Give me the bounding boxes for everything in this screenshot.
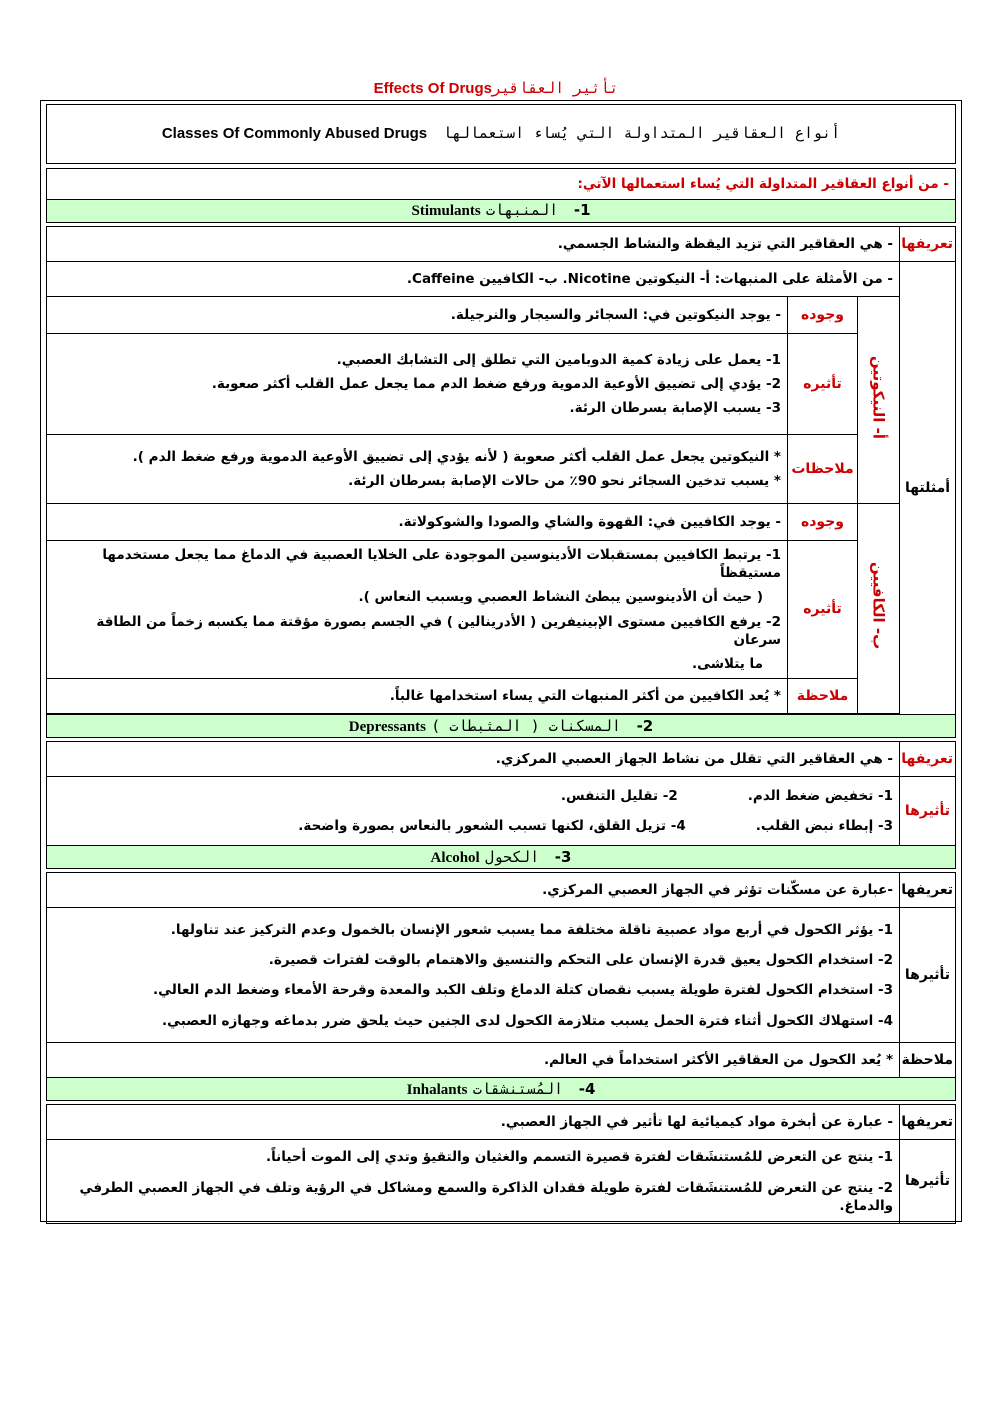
depressants-definition: - هي العقاقير التي تقلل من نشاط الجهاز العصبي المركزي. [47,742,900,777]
section-english: Inhalants [406,1081,468,1098]
effects-label: تأثيرها [900,908,956,1043]
list-item: 1- يرتبط الكافيين بمستقبلات الأدينوسين الموجودة على الخلايا العصبية في الدماغ مما يجعل مستخدمها مستيقظاً [102,547,781,582]
list-item: 3- إبطاء نبض القلب. [755,818,893,835]
definition-label: تعريفها [900,227,956,262]
list-item: 1- يعمل على زيادة كمية الدوبامين التي تطلق إلى التشابك العصبي. [336,351,781,368]
drugs-table [46,104,956,1224]
nicotine-notes [47,435,788,504]
list-item: 2- تقليل التنفس. [560,788,678,805]
section-english: Depressants [348,718,426,735]
list-item: * النيكوتين يجعل عمل القلب أكثر صعوبة ( لأنه يؤدي إلى تضييق الأوعية الدموية ورفع ضغط الدم ). [132,448,781,465]
definition-label: تعريفها [900,742,956,777]
inhalants-effects-row [47,1140,956,1224]
title-english: Effects Of Drugs [373,80,492,97]
inhalants-effects [47,1140,900,1224]
section-title-stimulants [47,200,956,223]
nicotine-notes-row [47,435,956,504]
definition-label: تعريفها [900,1105,956,1140]
title-arabic: تأثير العقاقير [491,79,619,97]
inhalants-definition-row [47,1105,956,1140]
notes-label: ملاحظات [788,435,858,504]
section-arabic: المسكنات ( المثبطات ) [431,716,621,735]
depressants-effects [47,777,900,846]
nicotine-presence-row [47,297,956,334]
header-row [47,105,956,164]
section-depressants [47,715,956,738]
list-item: * يسبب تدخين السجائر نحو 90٪ من حالات الإصابة بسرطان الرئة. [348,473,781,489]
nicotine-effects [47,334,788,435]
nicotine-effects-row [47,334,956,435]
nicotine-vertical-label: أ- النيكوتين [858,297,900,504]
section-title-inhalants [47,1078,956,1101]
alcohol-note-row [47,1043,956,1078]
stimulants-definition-row [47,227,956,262]
list-item: 2- استخدام الكحول يعيق قدرة الإنسان على التحكم والتنسيق والاهتمام بالوقت لفترات قصيرة. [268,952,893,969]
effect-label: تأثيره [788,334,858,435]
presence-label: وجوده [788,504,858,541]
header-english: Classes Of Commonly Abused Drugs [161,125,428,143]
caffeine-presence: - يوجد الكافيين في: القهوة والشاي والصودا والشوكولاتة. [47,504,788,541]
table-header [47,105,956,164]
list-item: ما يتلاشى. [691,656,763,673]
section-num: 2- [636,716,654,735]
depressants-effects-row [47,777,956,846]
alcohol-effects [47,908,900,1043]
depressants-definition-row [47,742,956,777]
list-item: 2- يؤدي إلى تضييق الأوعية الدموية ورفع ضغط الدم مما يجعل عمل القلب أكثر صعوبة. [211,375,781,392]
alcohol-definition-row [47,873,956,908]
section-inhalants [47,1078,956,1101]
alcohol-definition: -عبارة عن مسكّنات تؤثر في الجهاز العصبي المركزي. [47,873,900,908]
definition-label: تعريفها [900,873,956,908]
caffeine-effects-row [47,541,956,679]
caffeine-vertical-label: ب- الكافيين [858,504,900,714]
section-num: 3- [554,847,572,866]
section-arabic: المنبهات [485,201,559,220]
list-item: 1- يؤثر الكحول في أربع مواد عصبية ناقلة مختلفة مما يسبب شعور الإنسان بالخمول وعدم التركيز عند تناولها. [170,921,893,938]
section-arabic: المُستنشقات [472,1079,564,1098]
effects-label: تأثيرها [900,1140,956,1224]
stimulants-examples-row [47,262,956,297]
note-label: ملاحظة [788,679,858,714]
section-title-depressants [47,715,956,738]
section-stimulants [47,200,956,223]
list-item: 2- يرفع الكافيين مستوى الإبينيفرين ( الأدرينالين ) في الجسم بصورة مؤقتة مما يكسبه زخماً من الطاقة سرعان [96,613,781,648]
intro-text: - من أنواع العقاقير المتداولة التي يُساء استعمالها الآتي: [47,169,956,200]
section-english: Stimulants [411,203,481,220]
stimulants-definition: - هي العقاقير التي تزيد اليقظة والنشاط الجسمي. [47,227,900,262]
section-title-alcohol [47,846,956,869]
list-item: 1- تخفيض ضغط الدم. [747,788,893,805]
page-title [0,79,992,97]
nicotine-presence: - يوجد النيكوتين في: السجائر والسيجار والنرجيلة. [47,297,788,334]
list-item: 3- استخدام الكحول لفترة طويلة يسبب نقصان كتلة الدماغ وتلف الكبد والمعدة وقرحة الأمعاء وضغط الدم العالي. [153,982,893,999]
list-item: 1- ينتج عن التعرض للمُستنشَقات لفترة قصيرة التسمم والغثيان والتقيؤ وتدي إلى الموت أحياناً. [265,1149,893,1166]
header-arabic: أنواع العقاقير المتداولة التي يُساء استعمالها [442,124,841,143]
section-num: 1- [573,201,591,220]
caffeine-presence-row [47,504,956,541]
list-item: 4- تزيل القلق، لكنها تسبب الشعور بالنعاس بصورة واضحة. [298,818,686,835]
examples-label: أمثلتها [900,262,956,715]
presence-label: وجوده [788,297,858,334]
alcohol-note: * يُعد الكحول من العقاقير الأكثر استخداماً في العالم. [47,1043,900,1078]
intro-row [47,169,956,200]
caffeine-note-row [47,679,956,714]
list-item: ( حيث أن الأدينوسين يبطئ النشاط العصبي ويسبب النعاس ). [358,589,763,606]
caffeine-note: * يُعد الكافيين من أكثر المنبهات التي يساء استخدامها غالباً. [47,679,788,714]
effects-label: تأثيرها [900,777,956,846]
alcohol-effects-row [47,908,956,1043]
section-arabic: الكحول [484,847,540,866]
section-alcohol [47,846,956,869]
section-num: 4- [578,1079,596,1098]
list-item: 2- ينتج عن التعرض للمُستنشَقات لفترة طويلة فقدان الذاكرة والسمع ومشاكل في الرؤية وتلف في الجهاز العصبي الطرفي والدماغ. [79,1179,893,1214]
note-label: ملاحظة [900,1043,956,1078]
section-english: Alcohol [430,849,480,866]
effect-label: تأثيره [788,541,858,679]
list-item: 3- يسبب الإصابة بسرطان الرئة. [569,400,781,417]
stimulants-examples: - من الأمثلة على المنبهات: أ- النيكوتين Nicotine. ب- الكافيين Caffeine. [47,262,900,297]
inhalants-definition: - عبارة عن أبخرة مواد كيميائية لها تأثير في الجهاز العصبي. [47,1105,900,1140]
caffeine-effects [47,541,788,679]
list-item: 4- استهلاك الكحول أثناء فترة الحمل يسبب متلازمة الكحول لدى الجنين حيث يلحق ضرر بدماغه وجهازه العصبي. [161,1012,893,1029]
